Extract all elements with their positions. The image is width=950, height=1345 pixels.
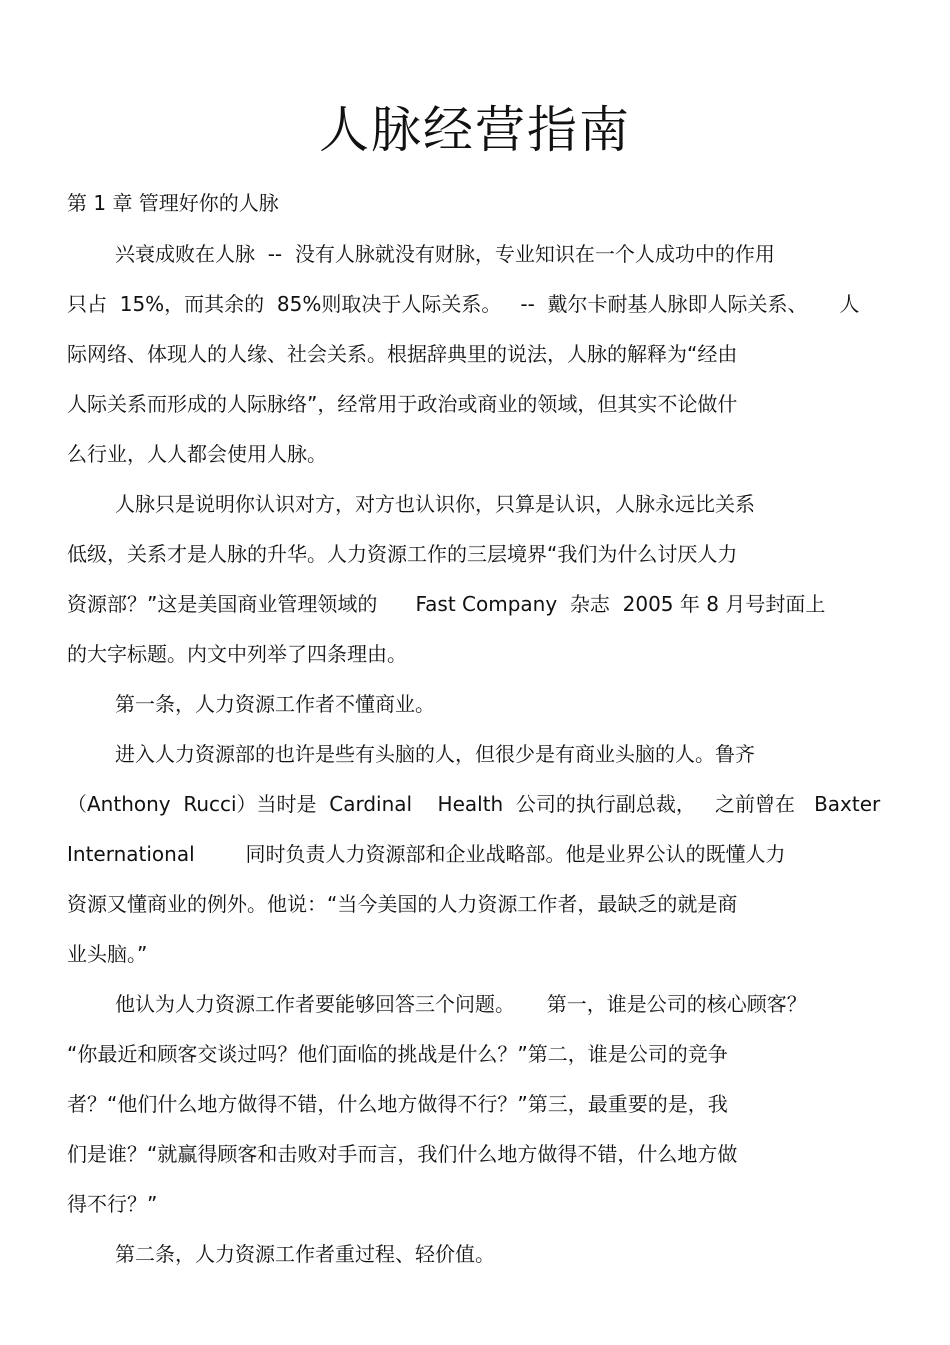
paragraph-line: 么行业，人人都会使用人脉。: [67, 442, 327, 466]
paragraph-line: 资源部？”这是美国商业管理领域的 Fast Company 杂志 2005 年 8 月号封面上: [67, 592, 826, 616]
paragraph-line: International 同时负责人力资源部和企业战略部。他是业界公认的既懂人力: [67, 842, 786, 866]
paragraph-line: 他认为人力资源工作者要能够回答三个问题。 第一，谁是公司的核心顾客？: [115, 992, 807, 1016]
paragraph-line: （Anthony Rucci）当时是 Cardinal Health 公司的执行副总裁， 之前曾在 Baxter: [67, 792, 881, 816]
document-title: 人脉经营指南: [319, 101, 631, 159]
paragraph-line: 只占 15%，而其余的 85%则取决于人际关系。 -- 戴尔卡耐基人脉即人际关系、 人: [67, 292, 860, 316]
paragraph-line: 际网络、体现人的人缘、社会关系。根据辞典里的说法，人脉的解释为“经由: [67, 342, 738, 366]
paragraph-line: 兴衰成败在人脉 -- 没有人脉就没有财脉，专业知识在一个人成功中的作用: [115, 242, 775, 266]
paragraph-line: 得不行？”: [67, 1192, 158, 1216]
paragraph-line: 业头脑。”: [67, 942, 148, 966]
paragraph-line: 们是谁？“就赢得顾客和击败对手而言，我们什么地方做得不错，什么地方做: [67, 1142, 738, 1166]
paragraph-line: 人脉只是说明你认识对方，对方也认识你，只算是认识，人脉永远比关系: [115, 492, 755, 516]
paragraph-line: 的大字标题。内文中列举了四条理由。: [67, 642, 407, 666]
paragraph-line: 低级，关系才是人脉的升华。人力资源工作的三层境界“我们为什么讨厌人力: [67, 542, 738, 566]
paragraph-line: 人际关系而形成的人际脉络”，经常用于政治或商业的领域，但其实不论做什: [67, 392, 738, 416]
paragraph-line: 第二条，人力资源工作者重过程、轻价值。: [115, 1242, 495, 1266]
paragraph-line: 资源又懂商业的例外。他说：“当今美国的人力资源工作者，最缺乏的就是商: [67, 892, 738, 916]
paragraph-line: 者？“他们什么地方做得不错，什么地方做得不行？”第三，最重要的是，我: [67, 1092, 728, 1116]
paragraph-line: 第一条，人力资源工作者不懂商业。: [115, 692, 435, 716]
chapter-heading: 第 1 章 管理好你的人脉: [67, 191, 279, 215]
paragraph-line: 进入人力资源部的也许是些有头脑的人，但很少是有商业头脑的人。鲁齐: [115, 742, 755, 766]
paragraph-line: “你最近和顾客交谈过吗？他们面临的挑战是什么？”第二，谁是公司的竞争: [67, 1042, 728, 1066]
